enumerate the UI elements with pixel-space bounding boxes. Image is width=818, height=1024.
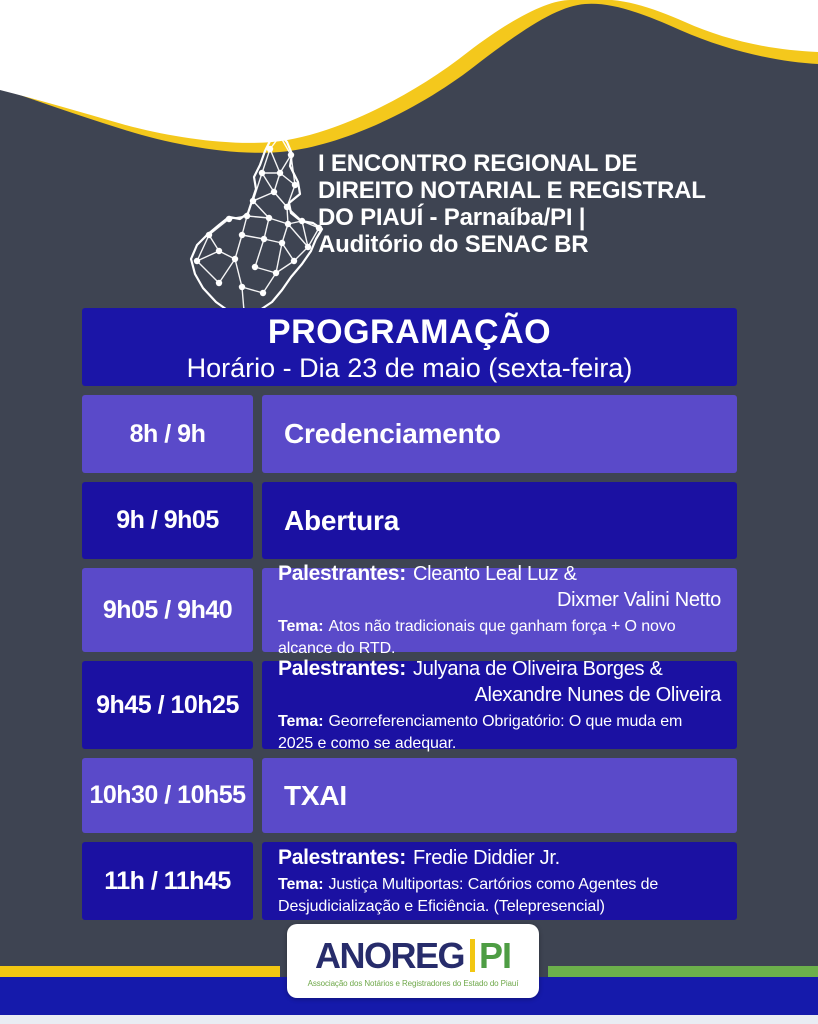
speakers-label: Palestrantes: [278, 656, 406, 680]
footer-bottom-strip [0, 1015, 818, 1024]
schedule-row-5 [82, 758, 737, 833]
session-title: Abertura [284, 504, 400, 536]
event-title-line-2: DIREITO NOTARIAL E REGISTRAL [318, 177, 706, 204]
schedule-row-6 [82, 842, 737, 920]
theme-line [278, 711, 721, 755]
schedule-row-1 [82, 395, 737, 473]
event-title-line-1: I ENCONTRO REGIONAL DE [318, 150, 638, 177]
session-cell [262, 758, 737, 833]
theme-label: Tema: [278, 875, 324, 893]
time-cell: 9h45 / 10h25 [82, 661, 253, 749]
theme-text: Georreferenciamento Obrigatório: O que muda em 2025 e como se adequar. [278, 712, 683, 752]
time-cell: 9h / 9h05 [82, 482, 253, 559]
speakers-label: Palestrantes: [278, 561, 406, 585]
theme-label: Tema: [278, 617, 324, 635]
map-network-nodes [194, 133, 322, 314]
program-subtitle: Horário - Dia 23 de maio (sexta-feira) [186, 353, 633, 383]
theme-line [278, 616, 721, 660]
session-cell [262, 561, 737, 657]
wave-white-left [0, 0, 570, 143]
speakers-line-2: Dixmer Valini Netto [557, 588, 721, 611]
schedule-row-3 [82, 561, 737, 657]
speakers-label: Palestrantes: [278, 845, 406, 869]
program-header [82, 308, 737, 386]
speakers-names: Cleanto Leal Luz & [413, 562, 577, 585]
time-cell: 8h / 9h [82, 395, 253, 473]
logo-anoreg-text: ANOREG [314, 934, 464, 976]
speakers-line-1 [278, 561, 721, 587]
speakers-block [278, 561, 721, 613]
schedule-row-2 [82, 482, 737, 559]
speakers-block [278, 656, 721, 708]
theme-label: Tema: [278, 712, 324, 730]
speakers-block [278, 845, 721, 871]
theme-line [278, 874, 721, 918]
logo-tagline: Associação dos Notários e Registradores do Estado do Piauí [307, 978, 519, 988]
time-cell: 10h30 / 10h55 [82, 758, 253, 833]
anoreg-pi-logo [315, 935, 511, 977]
footer-green-stripe [548, 966, 818, 977]
piaui-map-network-graphic [183, 128, 325, 320]
event-title-line-4: Auditório do SENAC BR [318, 231, 589, 258]
session-cell [262, 395, 737, 473]
time-cell: 9h05 / 9h40 [82, 568, 253, 652]
footer-yellow-stripe [0, 966, 280, 977]
anoreg-pi-logo-card [287, 924, 539, 998]
speakers-line-1 [278, 656, 721, 682]
theme-text: Justiça Multiportas: Cartórios como Agentes de Desjudicialização e Eficiência. (Telepresencial) [278, 875, 659, 915]
session-title: TXAI [284, 779, 347, 811]
program-title: PROGRAMAÇÃO [267, 313, 552, 351]
logo-divider-bar [470, 939, 475, 972]
time-cell: 11h / 11h45 [82, 842, 253, 920]
session-title: Credenciamento [284, 418, 501, 449]
schedule-row-4 [82, 656, 737, 752]
session-cell [262, 842, 737, 920]
event-title-line-3: DO PIAUÍ - Parnaíba/PI | [318, 204, 586, 231]
logo-pi-text: PI [479, 934, 512, 976]
event-title [318, 150, 768, 258]
speakers-names: Julyana de Oliveira Borges & [413, 657, 663, 680]
session-cell [262, 656, 737, 752]
session-cell [262, 482, 737, 559]
theme-text: Atos não tradicionais que ganham força + O novo alcance do RTD. [278, 617, 676, 657]
speakers-line-2: Alexandre Nunes de Oliveira [474, 683, 721, 706]
speakers-line-1 [278, 845, 721, 871]
program-schedule [82, 308, 737, 920]
speakers-names: Fredie Diddier Jr. [413, 846, 560, 869]
